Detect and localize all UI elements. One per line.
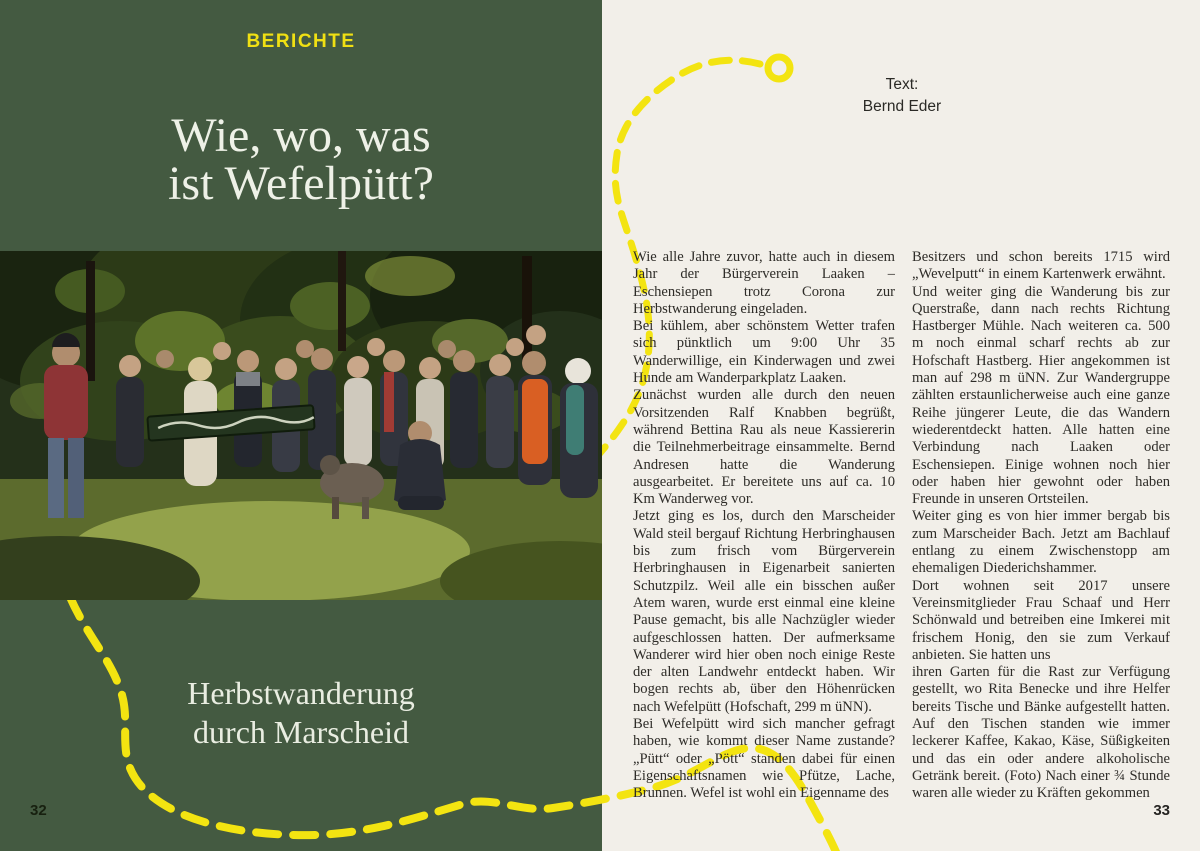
paragraph: Wie alle Jahre zuvor, hatte auch in diesem Jahr der Bürgerverein Laaken – Eschensiepen trotz Corona zur Herbstwanderung eingeladen. xyxy=(633,249,895,317)
paragraph: Weiter ging es von hier immer bergab bis zum Marscheider Bach. Jetzt am Bachlauf entlang zu einem Zwischenstopp am ehemaligen Diederichshammer. xyxy=(912,508,1170,577)
article-subtitle-line-2: durch Marscheid xyxy=(193,714,409,750)
article-subtitle xyxy=(0,674,602,752)
section-kicker: BERICHTE xyxy=(246,31,356,52)
paragraph: Dort wohnen seit 2017 unsere Vereinsmitglieder Frau Schaaf und Herr Schönwald und betreiben eine Imkerei mit frischem Honig, den sie zum Verkauf anbieten. Sie hatten uns xyxy=(912,577,1170,663)
paragraph: Und weiter ging die Wanderung bis zur Querstraße, dann nach rechts Richtung Hastberger Mühle. Nach weiteren ca. 500 m noch einmal scharf rechts ab zur Hofschaft Hastberg. Hier angekommen ist man auf 298 m üNN. Zur Wandergruppe zählten erstaunlicherweise auch eine ganze Reihe jüngerer Leute, die das Wandern wiederentdeckt hatten. Alle hatten eine Verbindung nach Laaken oder Eschensiepen. Einige wohnen noch hier oder haben hier gewohnt oder haben Freunde in unseren Ortsteilen. xyxy=(912,283,1170,508)
page-title-line-2: ist Wefelpütt? xyxy=(168,157,434,210)
group-photo xyxy=(0,251,602,600)
article-column-1 xyxy=(633,249,895,815)
author-credit-name: Bernd Eder xyxy=(862,98,942,115)
page-number-right: 33 xyxy=(1153,802,1170,819)
paragraph: Besitzers und schon bereits 1715 wird „Wevelputt“ in einem Kartenwerk erwähnt. xyxy=(912,249,1170,283)
author-credit xyxy=(822,74,982,118)
article-column-2 xyxy=(912,249,1170,815)
paragraph: Jetzt ging es los, durch den Marscheider Wald steil bergauf Richtung Herbringhausen bis zum frisch vom Bürgerverein Herbringhausen in Eigenarbeit sanierten Schutzpilz. Weil alle ein bisschen außer Atem waren, wurde erst einmal eine kleine Pause gemacht, bis alle Nachzügler wieder aufgeschlossen hatten. Der aufmerksame Wanderer wird hier oben noch einige Reste der alten Landwehr entdeckt haben. Wir bogen rechts ab, über den Höhenrücken nach Wefelpütt (Hofschaft, 299 m üNN). xyxy=(633,508,895,715)
page-title xyxy=(0,109,602,210)
author-credit-label: Text: xyxy=(885,76,919,93)
page-number-left: 32 xyxy=(30,802,47,819)
paragraph: Zunächst wurden alle durch den neuen Vorsitzenden Ralf Knabben begrüßt, während Bettina Rau als neue Kassiererin die Teilnehmerbeitrage einsammelte. Bernd Andresen hatte die Wanderung ausgearbeitet. Er bereitete uns auf ca. 10 Km Wanderweg vor. xyxy=(633,387,895,508)
article-subtitle-line-1: Herbstwanderung xyxy=(187,675,415,711)
paragraph: ihren Garten für die Rast zur Verfügung gestellt, wo Rita Benecke und ihre Helfer bereits Tische und Bänke aufgestellt hatten. Auf den Tischen standen wie immer leckerer Kaffee, Kakao, Käse, Süßigkeiten und das ein oder andere alkoholische Getränk bereit. (Foto) Nach einer ¾ Stunde waren alle wieder zu Kräften gekommen xyxy=(912,664,1170,802)
paragraph: Bei kühlem, aber schönstem Wetter trafen sich pünktlich um 9:00 Uhr 35 Wanderwillige, ein Kinderwagen und zwei Hunde am Wanderparkplatz Laaken. xyxy=(633,318,895,387)
page-title-line-1: Wie, wo, was xyxy=(171,109,431,162)
paragraph: Bei Wefelpütt wird sich mancher gefragt haben, wie kommt dieser Name zustande? „Pütt“ oder „Pött“ standen dabei für einen Eigenschaftsnamen wie Pfütze, Lache, Brunnen. Wefel ist wohl ein Eigenname des xyxy=(633,716,895,802)
